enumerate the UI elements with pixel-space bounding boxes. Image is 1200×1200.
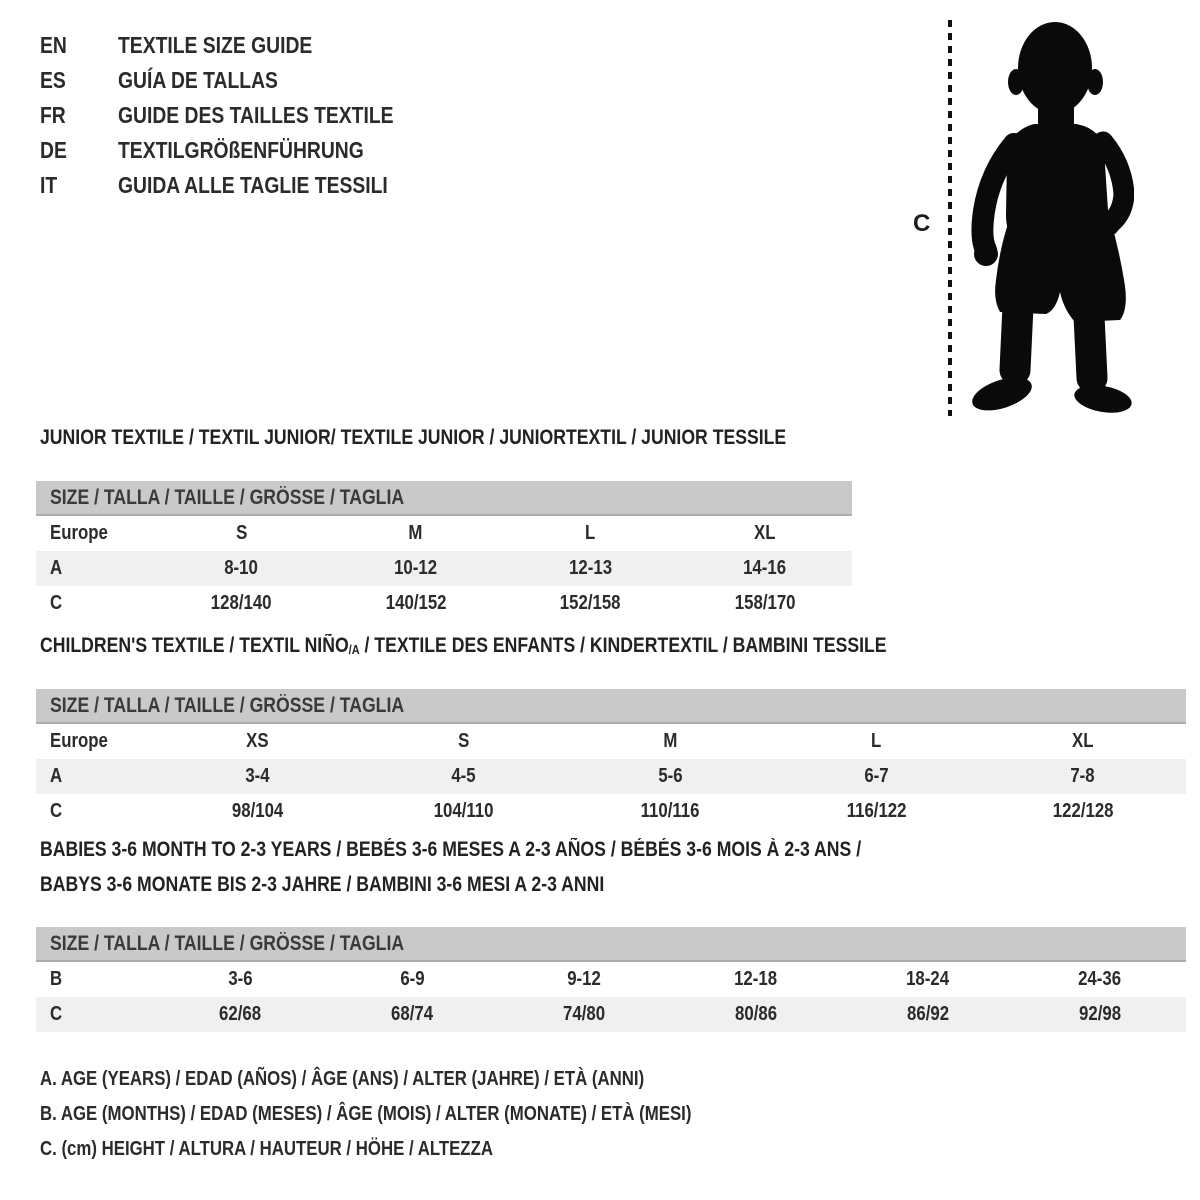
table-row xyxy=(36,586,852,621)
value-cell: 128/140 xyxy=(210,592,272,614)
legend xyxy=(40,1062,816,1167)
value-cell: 116/122 xyxy=(846,800,907,822)
value-cell: L xyxy=(871,730,882,752)
value-cell: 104/110 xyxy=(433,800,494,822)
baby-figure xyxy=(900,14,1156,418)
language-title: TEXTILGRÖßENFÜHRUNG xyxy=(118,137,364,163)
row-label-cell: C xyxy=(50,592,63,614)
language-code: IT xyxy=(40,172,58,198)
size-header-bar: SIZE / TALLA / TAILLE / GRÖSSE / TAGLIA xyxy=(36,927,1186,962)
value-cell: 158/170 xyxy=(734,592,796,614)
row-label-cell: A xyxy=(50,765,63,787)
section-heading-children: CHILDREN'S TEXTILE / TEXTIL NIÑO/A / TEXTILE DES ENFANTS / KINDERTEXTIL / BAMBINI TESSILE xyxy=(40,634,887,657)
value-cell: 92/98 xyxy=(1078,1003,1122,1025)
row-label-cell: Europe xyxy=(50,522,108,544)
language-code: FR xyxy=(40,102,66,128)
value-cell: S xyxy=(457,730,470,752)
language-row xyxy=(40,63,446,98)
row-label-cell: Europe xyxy=(50,730,108,752)
table-row xyxy=(36,759,1186,794)
value-cell: 110/116 xyxy=(640,800,700,822)
value-cell: 122/128 xyxy=(1052,800,1114,822)
junior-size-table xyxy=(36,481,852,621)
table-row xyxy=(36,997,1186,1032)
value-cell: 62/68 xyxy=(218,1003,262,1025)
section-heading-babies: BABIES 3-6 MONTH TO 2-3 YEARS / BEBÉS 3-6 MESES A 2-3 AÑOS / BÉBÉS 3-6 MOIS À 2-3 ANS / BABYS 3-6 MONATE BIS 2-3 JAHRE / BAMBINI 3-6 MESI A 2-3 ANNI xyxy=(40,838,862,896)
value-cell: 6-9 xyxy=(399,968,425,990)
table-row xyxy=(36,551,852,586)
value-cell: 12-18 xyxy=(734,968,778,990)
language-row xyxy=(40,98,446,133)
value-cell: 14-16 xyxy=(743,557,787,579)
value-cell: 3-6 xyxy=(227,968,253,990)
value-cell: 5-6 xyxy=(657,765,683,787)
value-cell: 3-4 xyxy=(245,765,270,787)
language-title: GUIDE DES TAILLES TEXTILE xyxy=(118,102,394,128)
value-cell: M xyxy=(662,730,677,752)
children-size-table xyxy=(36,689,1186,829)
size-header-bar: SIZE / TALLA / TAILLE / GRÖSSE / TAGLIA xyxy=(36,481,852,516)
table-header-row xyxy=(36,724,1186,759)
value-cell: 6-7 xyxy=(864,765,889,787)
size-header-bar: SIZE / TALLA / TAILLE / GRÖSSE / TAGLIA xyxy=(36,689,1186,724)
section-heading-junior: JUNIOR TEXTILE / TEXTIL JUNIOR/ TEXTILE JUNIOR / JUNIORTEXTIL / JUNIOR TESSILE xyxy=(40,426,787,449)
language-code: DE xyxy=(40,137,67,163)
table-row xyxy=(36,962,1186,997)
value-cell: M xyxy=(408,522,423,544)
value-cell: 24-36 xyxy=(1078,968,1122,990)
language-title: TEXTILE SIZE GUIDE xyxy=(118,32,313,58)
value-cell: 10-12 xyxy=(394,557,438,579)
row-label-cell: B xyxy=(50,968,63,990)
language-title-list xyxy=(40,28,446,203)
value-cell: 86/92 xyxy=(906,1003,950,1025)
value-cell: 8-10 xyxy=(224,557,259,579)
legend-line-c: C. (cm) HEIGHT / ALTURA / HAUTEUR / HÖHE / ALTEZZA xyxy=(40,1138,493,1160)
row-label-cell: A xyxy=(50,557,63,579)
value-cell: 152/158 xyxy=(559,592,621,614)
language-title: GUÍA DE TALLAS xyxy=(118,67,278,93)
language-row xyxy=(40,168,446,203)
language-row xyxy=(40,133,446,168)
toddler-silhouette xyxy=(962,18,1134,418)
row-label-cell: C xyxy=(50,800,63,822)
table-row xyxy=(36,794,1186,829)
legend-line-b: B. AGE (MONTHS) / EDAD (MESES) / ÂGE (MOIS) / ALTER (MONATE) / ETÀ (MESI) xyxy=(40,1103,692,1125)
value-cell: L xyxy=(585,522,596,544)
value-cell: 18-24 xyxy=(906,968,950,990)
language-row xyxy=(40,28,446,63)
value-cell: 140/152 xyxy=(385,592,447,614)
legend-line-a: A. AGE (YEARS) / EDAD (AÑOS) / ÂGE (ANS) / ALTER (JAHRE) / ETÀ (ANNI) xyxy=(40,1068,645,1090)
value-cell: 9-12 xyxy=(567,968,601,990)
value-cell: 7-8 xyxy=(1070,765,1095,787)
value-cell: 80/86 xyxy=(734,1003,778,1025)
value-cell: XL xyxy=(1072,730,1094,752)
value-cell: XS xyxy=(245,730,269,752)
row-label-cell: C xyxy=(50,1003,63,1025)
table-header-row xyxy=(36,516,852,551)
value-cell: 12-13 xyxy=(568,557,612,579)
language-code: ES xyxy=(40,67,66,93)
value-cell: 68/74 xyxy=(390,1003,434,1025)
value-cell: 98/104 xyxy=(231,800,283,822)
value-cell: 74/80 xyxy=(562,1003,606,1025)
value-cell: S xyxy=(235,522,247,544)
language-title: GUIDA ALLE TAGLIE TESSILI xyxy=(118,172,388,198)
language-code: EN xyxy=(40,32,67,58)
height-measure-label: C xyxy=(913,210,931,237)
value-cell: 4-5 xyxy=(451,765,476,787)
height-measure-line xyxy=(948,20,952,416)
babies-size-table xyxy=(36,927,1186,1032)
value-cell: XL xyxy=(754,522,776,544)
